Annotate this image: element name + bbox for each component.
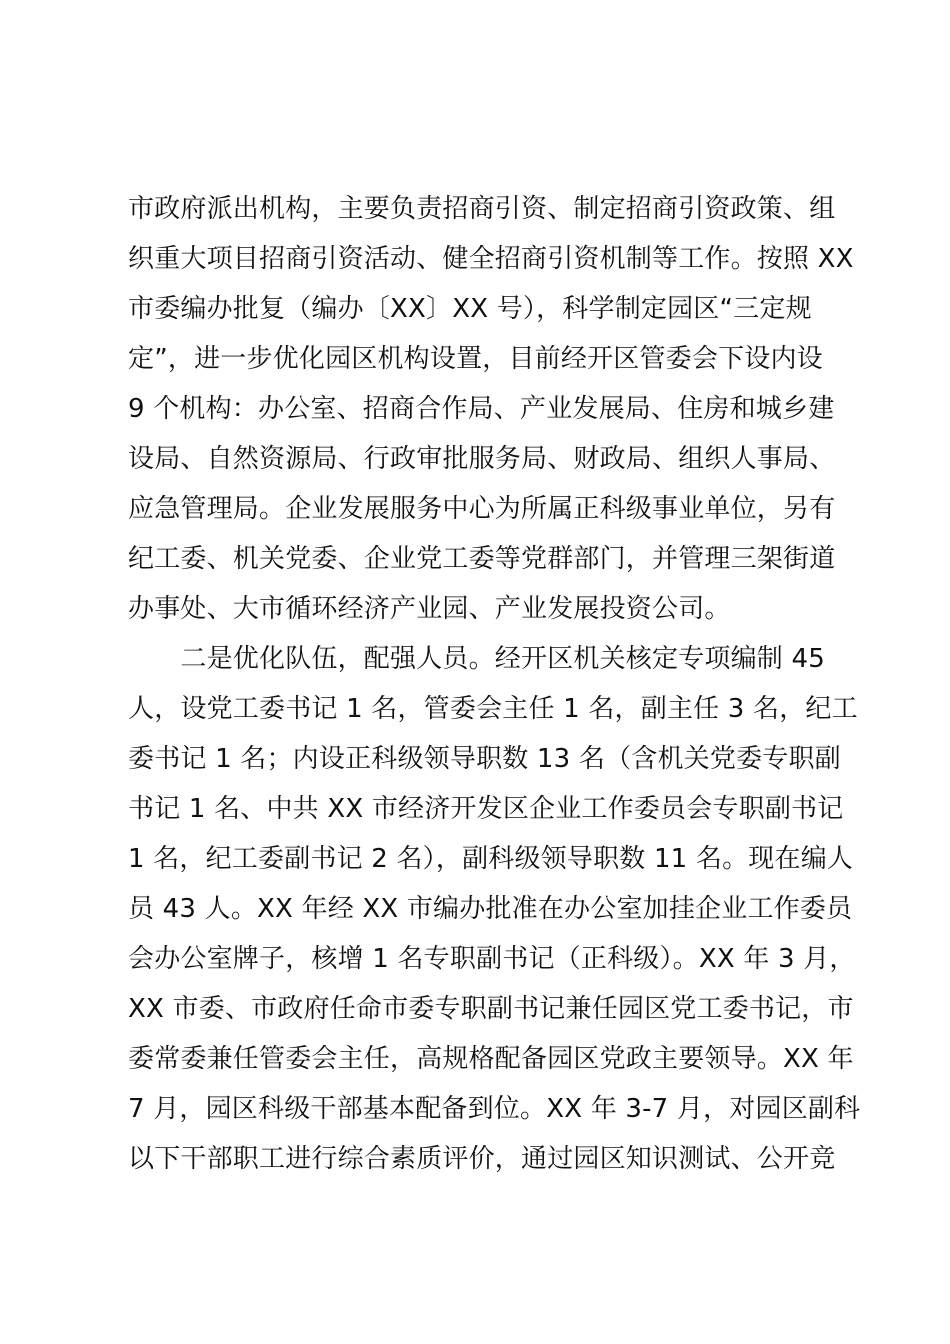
text-line: 人，设党工委书记 1 名，管委会主任 1 名，副主任 3 名，纪工: [128, 694, 858, 724]
text-line: 1 名，纪工委副书记 2 名），副科级领导职数 11 名。现在编人: [128, 844, 854, 874]
text-line: 会办公室牌子，核增 1 名专职副书记（正科级）。XX 年 3 月，: [128, 944, 856, 974]
paragraph-start-line: 二是优化队伍，配强人员。经开区机关核定专项编制 45: [128, 644, 825, 674]
text-line: 纪工委、机关党委、企业党工委等党群部门，并管理三架街道: [128, 544, 836, 574]
text-line: 书记 1 名、中共 XX 市经济开发区企业工作委员会专职副书记: [128, 794, 844, 824]
text-line: 办事处、大市循环经济产业园、产业发展投资公司。: [128, 594, 731, 624]
text-line: 市政府派出机构，主要负责招商引资、制定招商引资政策、组: [128, 194, 836, 224]
text-line: 委常委兼任管委会主任，高规格配备园区党政主要领导。XX 年: [128, 1044, 854, 1074]
text-line: 设局、自然资源局、行政审批服务局、财政局、组织人事局、: [128, 444, 836, 474]
text-line: 应急管理局。企业发展服务中心为所属正科级事业单位，另有: [128, 494, 836, 524]
text-line: XX 市委、市政府任命市委专职副书记兼任园区党工委书记，市: [128, 994, 854, 1024]
text-line: 织重大项目招商引资活动、健全招商引资机制等工作。按照 XX: [128, 244, 854, 274]
text-line: 员 43 人。XX 年经 XX 市编办批准在办公室加挂企业工作委员: [128, 894, 853, 924]
text-line: 委书记 1 名；内设正科级领导职数 13 名（含机关党委专职副: [128, 744, 841, 774]
text-line: 7 月，园区科级干部基本配备到位。XX 年 3-7 月，对园区副科: [128, 1094, 861, 1124]
text-line: 定”，进一步优化园区机构设置，目前经开区管委会下设内设: [128, 344, 823, 374]
text-line: 市委编办批复（编办〔XX〕XX 号），科学制定园区“三定规: [128, 294, 812, 324]
text-line: 以下干部职工进行综合素质评价，通过园区知识测试、公开竞: [128, 1144, 836, 1174]
text-line: 9 个机构：办公室、招商合作局、产业发展局、住房和城乡建: [128, 394, 835, 424]
body-text: [128, 184, 861, 1184]
